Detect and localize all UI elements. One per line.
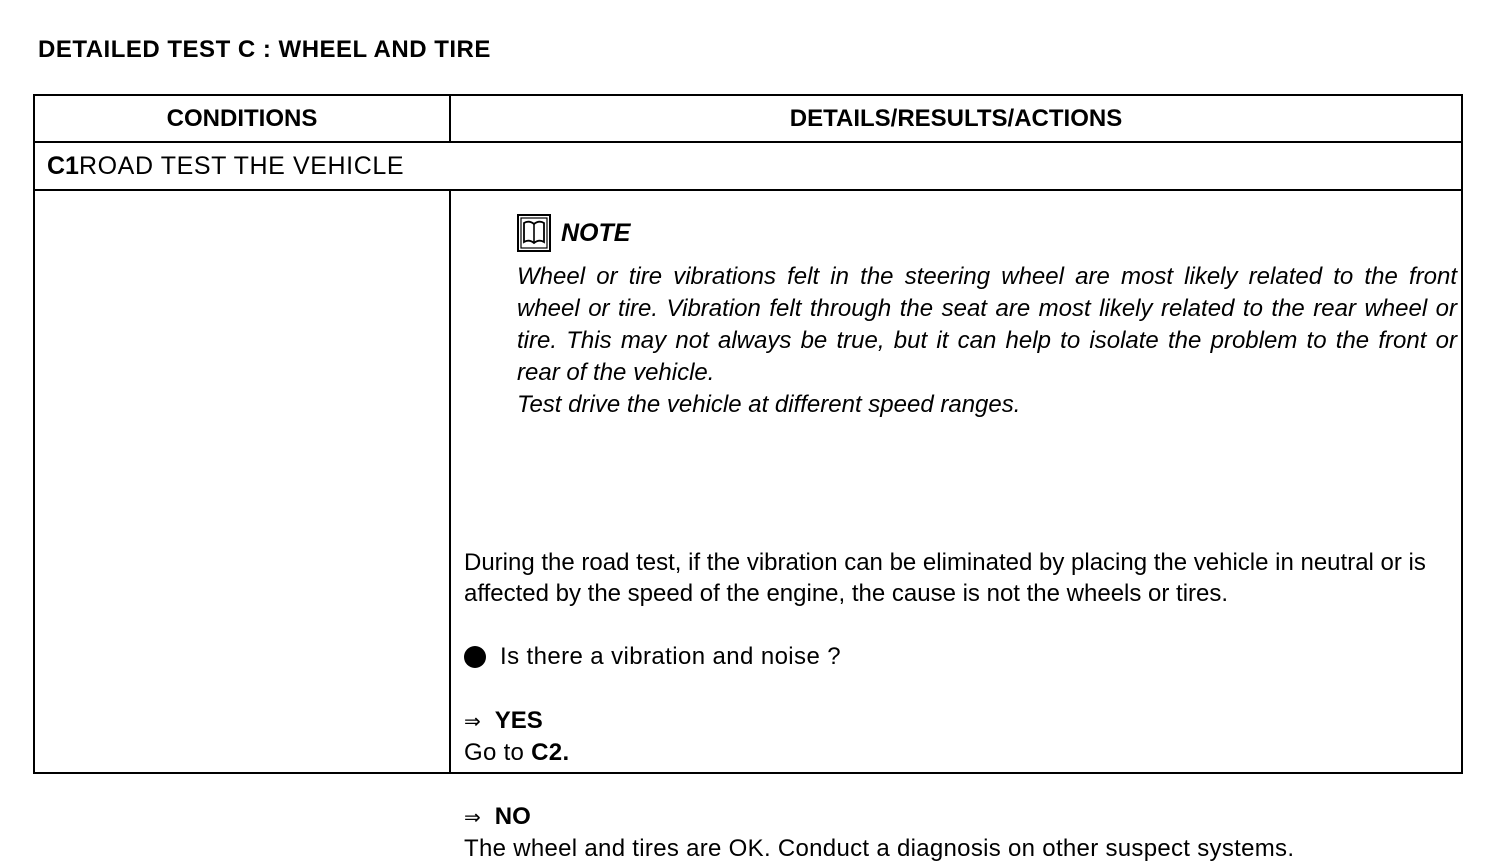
answer-yes (464, 705, 569, 769)
step-id: C1 (47, 152, 79, 180)
note-block (517, 213, 1457, 421)
answer-yes-heading (464, 705, 569, 737)
arrow-right-icon: ⇒ (464, 805, 481, 829)
question (464, 642, 841, 672)
arrow-right-icon: ⇒ (464, 709, 481, 733)
note-text: Wheel or tire vibrations felt in the steering wheel are most likely related to the front wheel or tire. Vibration felt through the seat are most likely related to the rear wheel or tire. This may not always be true, but it can help to isolate the problem to the front or rear of the vehicle. (517, 263, 1457, 386)
note-label: NOTE (561, 218, 631, 247)
test-table (33, 94, 1463, 862)
answer-no-label: NO (494, 803, 531, 830)
answer-no-heading (464, 801, 1294, 833)
bullet-icon (464, 646, 486, 668)
road-test-paragraph: During the road test, if the vibration can be eliminated by placing the vehicle in neutral or is affected by the speed of the engine, the cause is not the wheels or tires. (464, 549, 1426, 607)
question-text: Is there a vibration and noise ? (500, 643, 842, 670)
conditions-cell (35, 191, 449, 772)
answer-yes-label: YES (494, 707, 543, 734)
step-reference-c2: C2. (531, 739, 570, 766)
table-header-row (35, 96, 1461, 143)
book-icon (517, 214, 551, 252)
page-title: DETAILED TEST C : WHEEL AND TIRE (38, 36, 491, 63)
header-details: DETAILS/RESULTS/ACTIONS (789, 105, 1123, 132)
answer-no (464, 801, 1294, 865)
answer-no-action: The wheel and tires are OK. Conduct a diagnosis on other suspect systems. (464, 835, 1295, 862)
step-name: ROAD TEST THE VEHICLE (78, 152, 405, 180)
step-row (35, 143, 1461, 191)
note-heading (517, 213, 1457, 253)
details-cell (451, 191, 1461, 862)
answer-yes-action-prefix: Go to (464, 739, 532, 766)
note-text-2: Test drive the vehicle at different speed ranges. (517, 391, 1021, 418)
answer-yes-action (464, 737, 569, 769)
header-conditions: CONDITIONS (166, 105, 318, 132)
